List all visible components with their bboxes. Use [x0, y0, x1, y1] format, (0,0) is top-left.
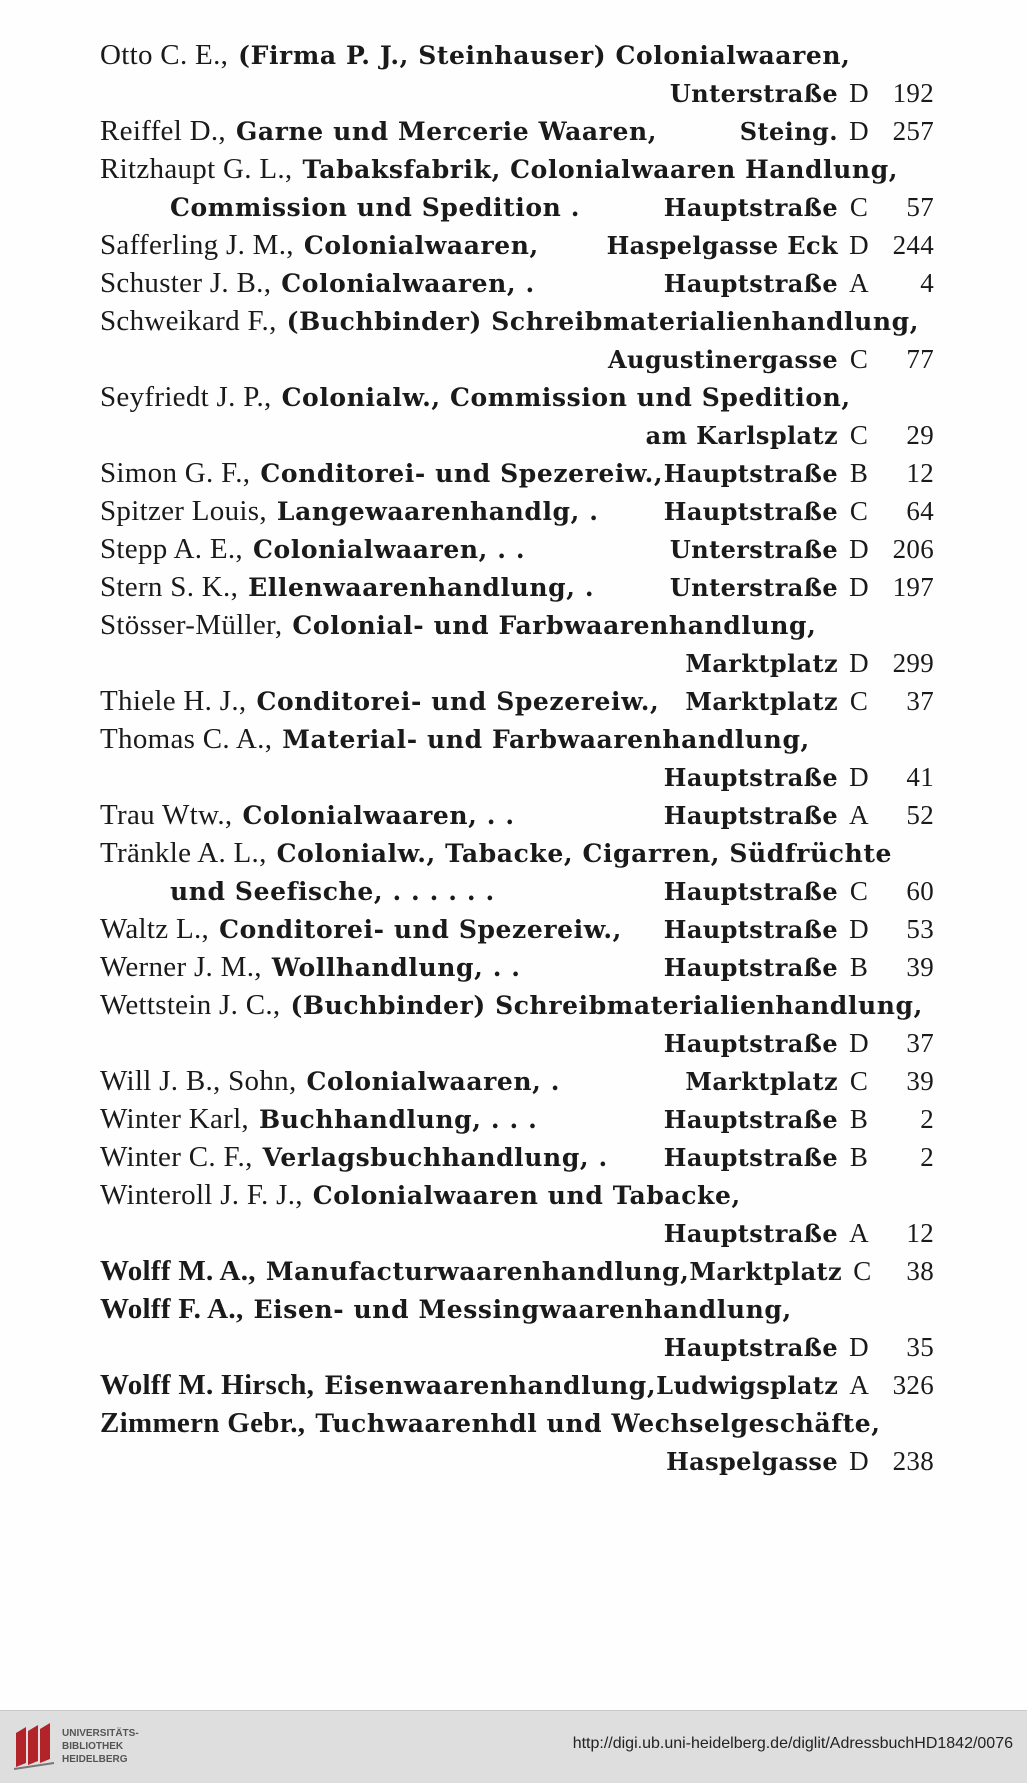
street-address: Unterstraße: [669, 535, 838, 564]
street-address: Hauptstraße: [663, 1219, 838, 1248]
house-number: 57: [906, 192, 934, 222]
district-letter: C: [849, 192, 869, 222]
business-name: Stern S. K.,: [100, 571, 239, 603]
business-name: Ritzhaupt G. L.,: [100, 153, 293, 185]
directory-entry: [100, 378, 934, 454]
business-name: Simon G. F.,: [100, 457, 251, 489]
directory-entry: [100, 834, 934, 910]
house-number: 299: [892, 648, 934, 678]
entry-line: [100, 264, 934, 302]
entry-line: [100, 36, 934, 74]
entry-continuation-line: [100, 644, 934, 682]
business-description: und Seefische, . . . . . .: [170, 877, 495, 906]
house-number: 2: [920, 1142, 934, 1172]
district-letter: A: [849, 268, 869, 298]
business-description: Conditorei- und Spezereiw.,: [260, 459, 664, 488]
directory-entry: [100, 1252, 934, 1290]
district-letter: C: [849, 344, 869, 374]
district-letter: D: [849, 648, 869, 678]
entry-continuation-line: [100, 758, 934, 796]
directory-entry: [100, 1366, 934, 1404]
business-name: Reiffel D.,: [100, 115, 226, 147]
house-number: 35: [906, 1332, 934, 1362]
business-name: Wettstein J. C.,: [100, 989, 281, 1021]
district-letter: C: [849, 1066, 869, 1096]
business-description: Colonialw., Commission und Spedition,: [281, 383, 851, 412]
district-letter: C: [853, 1256, 872, 1286]
business-description: Langewaarenhandlg, .: [276, 497, 599, 526]
street-address: Haspelgasse Eck: [606, 231, 838, 260]
directory-entry: [100, 1290, 934, 1366]
district-letter: B: [849, 458, 869, 488]
entry-continuation-line: [100, 872, 934, 910]
house-number: 192: [892, 78, 934, 108]
business-name: Winter C. F.,: [100, 1141, 253, 1173]
business-description: (Buchbinder) Schreibmaterialienhandlung,: [286, 307, 920, 336]
business-description: Colonialwaaren und Tabacke,: [312, 1181, 741, 1210]
street-address: Augustinergasse: [607, 345, 838, 374]
house-number: 12: [906, 458, 934, 488]
entry-continuation-line: [100, 188, 934, 226]
directory-entry: [100, 492, 934, 530]
entry-line: [100, 720, 934, 758]
district-letter: D: [849, 1028, 869, 1058]
entry-line: [100, 606, 934, 644]
directory-entry: [100, 112, 934, 150]
street-address: Steing.: [739, 117, 838, 146]
directory-entry: [100, 796, 934, 834]
business-description: Material- und Farbwaarenhandlung,: [282, 725, 810, 754]
business-name: Otto C. E.,: [100, 39, 229, 71]
entry-line: [100, 1252, 934, 1290]
street-address: Unterstraße: [669, 573, 838, 602]
business-name: Seyfriedt J. P.,: [100, 381, 272, 413]
business-description: Colonial- und Farbwaarenhandlung,: [292, 611, 817, 640]
district-letter: C: [849, 686, 869, 716]
district-letter: B: [849, 1142, 869, 1172]
business-name: Thiele H. J.,: [100, 685, 247, 717]
street-address: Hauptstraße: [663, 193, 838, 222]
street-address: Hauptstraße: [663, 1029, 838, 1058]
directory-entry: [100, 1176, 934, 1252]
business-description: Colonialwaaren, . .: [252, 535, 526, 564]
house-number: 41: [906, 762, 934, 792]
directory-entry: [100, 910, 934, 948]
business-description: Tabaksfabrik, Colonialwaaren Handlung,: [302, 155, 899, 184]
district-letter: A: [849, 800, 869, 830]
university-library-logo-icon: [12, 1723, 56, 1771]
district-letter: D: [849, 116, 869, 146]
business-name: Winter Karl,: [100, 1103, 249, 1135]
house-number: 12: [906, 1218, 934, 1248]
house-number: 38: [906, 1256, 934, 1286]
house-number: 39: [906, 952, 934, 982]
street-address: Hauptstraße: [663, 1143, 838, 1172]
business-description: Tuchwaarenhdl und Wechselgeschäfte,: [315, 1409, 881, 1438]
entry-line: [100, 492, 934, 530]
business-name: Winteroll J. F. J.,: [100, 1179, 303, 1211]
district-letter: D: [849, 914, 869, 944]
street-address: Hauptstraße: [663, 459, 838, 488]
district-letter: C: [849, 876, 869, 906]
entry-line: [100, 530, 934, 568]
library-name: [62, 1727, 139, 1766]
district-letter: A: [849, 1218, 869, 1248]
directory-entry: [100, 1138, 934, 1176]
directory-entry: [100, 150, 934, 226]
directory-entry: [100, 36, 934, 112]
entry-line: [100, 226, 934, 264]
entry-continuation-line: [100, 416, 934, 454]
district-letter: D: [849, 78, 869, 108]
business-name: Tränkle A. L.,: [100, 837, 267, 869]
business-name: Will J. B., Sohn,: [100, 1065, 297, 1097]
street-address: Marktplatz: [685, 687, 838, 716]
house-number: 60: [906, 876, 934, 906]
entry-line: [100, 1062, 934, 1100]
district-letter: B: [849, 952, 869, 982]
entry-line: [100, 986, 934, 1024]
entry-line: [100, 150, 934, 188]
entry-line: [100, 454, 934, 492]
entry-line: [100, 1100, 934, 1138]
entry-continuation-line: [100, 1024, 934, 1062]
district-letter: D: [849, 230, 869, 260]
street-address: Hauptstraße: [663, 801, 838, 830]
directory-entry: [100, 568, 934, 606]
entry-line: [100, 910, 934, 948]
directory-entry: [100, 682, 934, 720]
street-address: Hauptstraße: [663, 953, 838, 982]
business-description: Eisen- und Messingwaarenhandlung,: [253, 1295, 792, 1324]
business-name: Spitzer Louis,: [100, 495, 267, 527]
business-description: Eisenwaarenhandlung,: [324, 1371, 657, 1400]
business-description: Buchhandlung, . . .: [258, 1105, 538, 1134]
business-description: Manufacturwaarenhandlung,: [265, 1257, 690, 1286]
house-number: 197: [892, 572, 934, 602]
business-name: Waltz L.,: [100, 913, 210, 945]
entry-line: [100, 112, 934, 150]
district-letter: D: [849, 762, 869, 792]
source-url[interactable]: http://digi.ub.uni-heidelberg.de/diglit/AdressbuchHD1842/0076: [572, 1735, 1013, 1752]
house-number: 2: [920, 1104, 934, 1134]
street-address: Marktplatz: [685, 1067, 838, 1096]
business-description: (Firma P. J., Steinhauser) Colonialwaaren,: [238, 41, 851, 70]
house-number: 39: [906, 1066, 934, 1096]
directory-entry: [100, 264, 934, 302]
street-address: Ludwigsplatz: [656, 1371, 839, 1400]
street-address: am Karlsplatz: [645, 421, 838, 450]
business-description: Colonialwaaren,: [303, 231, 539, 260]
business-name: Schweikard F.,: [100, 305, 277, 337]
house-number: 206: [892, 534, 934, 564]
business-name: Zimmern Gebr.,: [100, 1407, 306, 1439]
entry-continuation-line: [100, 1442, 934, 1480]
street-address: Hauptstraße: [663, 497, 838, 526]
house-number: 77: [906, 344, 934, 374]
street-address: Hauptstraße: [663, 877, 838, 906]
business-name: Thomas C. A.,: [100, 723, 273, 755]
district-letter: D: [849, 1332, 869, 1362]
directory-entry: [100, 948, 934, 986]
business-name: Wolff M. Hirsch,: [100, 1369, 315, 1401]
business-name: Wolff F. A.,: [100, 1293, 244, 1325]
directory-entry: [100, 606, 934, 682]
entry-line: [100, 1366, 934, 1404]
district-letter: D: [849, 1446, 869, 1476]
entry-line: [100, 1290, 934, 1328]
business-name: Schuster J. B.,: [100, 267, 272, 299]
library-name-line1: UNIVERSITÄTS-: [62, 1728, 139, 1739]
directory-entry: [100, 986, 934, 1062]
entry-line: [100, 1138, 934, 1176]
entry-line: [100, 948, 934, 986]
entry-line: [100, 1404, 934, 1442]
footer-bar: [0, 1710, 1027, 1783]
district-letter: C: [849, 420, 869, 450]
business-description: Colonialwaaren, .: [306, 1067, 561, 1096]
house-number: 326: [892, 1370, 934, 1400]
street-address: Hauptstraße: [663, 269, 838, 298]
business-description: Commission und Spedition .: [170, 193, 581, 222]
entry-line: [100, 1176, 934, 1214]
street-address: Hauptstraße: [663, 915, 838, 944]
entry-line: [100, 568, 934, 606]
business-description: Ellenwaarenhandlung, .: [248, 573, 595, 602]
business-name: Trau Wtw.,: [100, 799, 233, 831]
library-name-line2: BIBLIOTHEK: [62, 1741, 124, 1752]
house-number: 238: [892, 1446, 934, 1476]
house-number: 37: [906, 686, 934, 716]
directory-entry: [100, 226, 934, 264]
district-letter: D: [849, 572, 869, 602]
street-address: Haspelgasse: [666, 1447, 838, 1476]
entry-line: [100, 682, 934, 720]
house-number: 244: [892, 230, 934, 260]
entry-line: [100, 378, 934, 416]
library-name-line3: HEIDELBERG: [62, 1754, 128, 1765]
directory-entries: [100, 36, 934, 1480]
business-name: Stepp A. E.,: [100, 533, 243, 565]
directory-entry: [100, 454, 934, 492]
entry-continuation-line: [100, 74, 934, 112]
house-number: 4: [920, 268, 934, 298]
house-number: 64: [906, 496, 934, 526]
house-number: 257: [892, 116, 934, 146]
business-description: Colonialwaaren, .: [281, 269, 535, 298]
business-description: Wollhandlung, . .: [271, 953, 521, 982]
directory-entry: [100, 1100, 934, 1138]
business-description: Conditorei- und Spezereiw.,: [219, 915, 622, 944]
entry-continuation-line: [100, 1328, 934, 1366]
directory-entry: [100, 302, 934, 378]
directory-entry: [100, 720, 934, 796]
entry-continuation-line: [100, 1214, 934, 1252]
business-description: Garne und Mercerie Waaren,: [235, 117, 658, 146]
street-address: Hauptstraße: [663, 763, 838, 792]
business-description: Colonialwaaren, . .: [242, 801, 515, 830]
business-description: Verlagsbuchhandlung, .: [262, 1143, 608, 1172]
entry-line: [100, 834, 934, 872]
business-description: (Buchbinder) Schreibmaterialienhandlung,: [290, 991, 923, 1020]
business-description: Colonialw., Tabacke, Cigarren, Südfrüchte: [276, 839, 893, 868]
district-letter: C: [849, 496, 869, 526]
entry-line: [100, 302, 934, 340]
house-number: 37: [906, 1028, 934, 1058]
directory-entry: [100, 530, 934, 568]
street-address: Marktplatz: [685, 649, 838, 678]
entry-continuation-line: [100, 340, 934, 378]
street-address: Unterstraße: [669, 79, 838, 108]
house-number: 29: [906, 420, 934, 450]
business-name: Wolff M. A.,: [100, 1255, 256, 1287]
business-description: Conditorei- und Spezereiw.,: [256, 687, 660, 716]
business-name: Werner J. M.,: [100, 951, 262, 983]
house-number: 53: [906, 914, 934, 944]
street-address: Hauptstraße: [663, 1333, 838, 1362]
street-address: Hauptstraße: [663, 1105, 838, 1134]
business-name: Stösser-Müller,: [100, 609, 283, 641]
directory-entry: [100, 1062, 934, 1100]
district-letter: A: [849, 1370, 870, 1400]
house-number: 52: [906, 800, 934, 830]
street-address: Marktplatz: [689, 1257, 843, 1286]
district-letter: D: [849, 534, 869, 564]
entry-line: [100, 796, 934, 834]
directory-entry: [100, 1404, 934, 1480]
business-name: Safferling J. M.,: [100, 229, 294, 261]
district-letter: B: [849, 1104, 869, 1134]
